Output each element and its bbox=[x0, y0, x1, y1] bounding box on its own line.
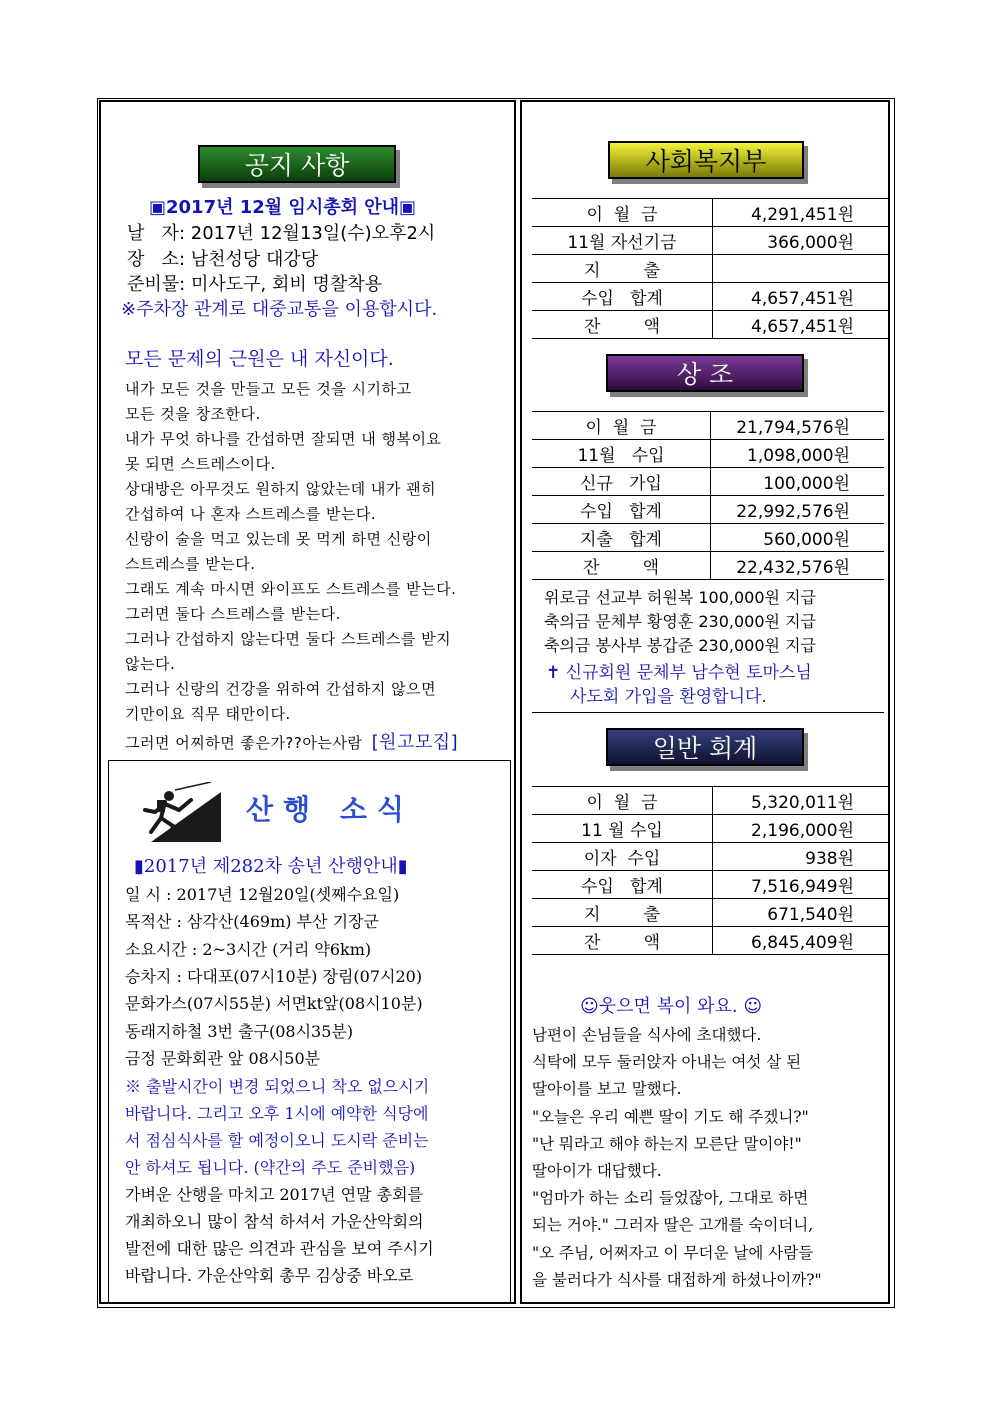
welfare-table bbox=[532, 198, 888, 339]
row-label: 수입 합계 bbox=[532, 283, 713, 311]
row-label: 잔 액 bbox=[532, 552, 711, 580]
essay-line: 모든 것을 창조한다. bbox=[125, 405, 261, 423]
row-label: 이자 수입 bbox=[532, 843, 713, 871]
section-divider bbox=[532, 712, 884, 713]
essay-line: 내가 모든 것을 만들고 모든 것을 시기하고 bbox=[125, 380, 412, 398]
table-row bbox=[532, 496, 884, 524]
essay-last-text: 그러면 어찌하면 좋은가??아는사람 bbox=[125, 734, 363, 752]
row-value: 7,516,949원 bbox=[713, 871, 889, 899]
essay-title: 모든 문제의 근원은 내 자신이다. bbox=[125, 348, 394, 370]
essay-line: 기만이요 직무 태만이다. bbox=[125, 705, 291, 723]
row-label: 지 출 bbox=[532, 899, 713, 927]
notice-date-label: 날 자 bbox=[127, 223, 179, 244]
hiking-notice-line: 바랍니다. 그리고 오후 1시에 예약한 식당에 bbox=[125, 1104, 429, 1123]
table-row bbox=[532, 815, 888, 843]
welcome-line-1: ✝ 신규회원 문체부 남수현 토마스님 bbox=[546, 663, 812, 683]
table-row bbox=[532, 255, 888, 283]
mutual-note: 축의금 봉사부 봉갑준 230,000원 지급 bbox=[544, 636, 816, 655]
hiking-closing-line: 바랍니다. 가운산악회 총무 김상중 바오로 bbox=[125, 1266, 414, 1285]
row-label: 잔 액 bbox=[532, 311, 713, 339]
row-value: 366,000원 bbox=[713, 227, 889, 255]
humor-line: "오늘은 우리 예쁜 딸이 기도 해 주겠니?" bbox=[532, 1107, 809, 1126]
row-label: 수입 합계 bbox=[532, 871, 713, 899]
table-row bbox=[532, 199, 888, 227]
table-row bbox=[532, 524, 884, 552]
essay-line: 않는다. bbox=[125, 655, 176, 673]
humor-title: ☺웃으면 복이 와요. ☺ bbox=[580, 996, 763, 1017]
climber-icon bbox=[131, 782, 221, 842]
hiking-line: 문화가스(07시55분) 서면kt앞(08시10분) bbox=[125, 994, 423, 1014]
table-row bbox=[532, 843, 888, 871]
humor-line: "엄마가 하는 소리 들었잖아, 그대로 하면 bbox=[532, 1189, 809, 1208]
row-value: 4,291,451원 bbox=[713, 199, 889, 227]
notice-parking: ※주차장 관계로 대중교통을 이용합시다. bbox=[121, 299, 438, 320]
row-label: 11월 수입 bbox=[532, 440, 711, 468]
row-label: 지출 합계 bbox=[532, 524, 711, 552]
hiking-closing-line: 발전에 대한 많은 의견과 관심을 보여 주시기 bbox=[125, 1239, 434, 1258]
notice-place-label: 장 소 bbox=[127, 249, 179, 270]
table-row bbox=[532, 311, 888, 339]
row-value: 6,845,409원 bbox=[713, 927, 889, 955]
row-label: 지 출 bbox=[532, 255, 713, 283]
row-value: 4,657,451원 bbox=[713, 311, 889, 339]
essay-last-line bbox=[125, 728, 458, 754]
notice-place-value: : 남천성당 대강당 bbox=[178, 249, 319, 270]
hiking-line: 소요시간 : 2~3시간 (거리 약6km) bbox=[125, 939, 372, 959]
table-row bbox=[532, 787, 888, 815]
humor-line: 딸아이를 보고 말했다. bbox=[532, 1080, 682, 1099]
welfare-banner: 사회복지부 bbox=[608, 141, 804, 179]
row-value: 22,432,576원 bbox=[711, 552, 885, 580]
table-row bbox=[532, 227, 888, 255]
table-row bbox=[532, 552, 884, 580]
humor-line: "난 뭐라고 해야 하는지 모른단 말이야!" bbox=[532, 1134, 802, 1153]
humor-line: 을 불러다가 식사를 대접하게 하셨나이까?" bbox=[532, 1270, 822, 1289]
essay-line: 상대방은 아무것도 원하지 않았는데 내가 괜히 bbox=[125, 480, 437, 498]
essay-line: 못 되면 스트레스이다. bbox=[125, 455, 276, 473]
hiking-notice-line: ※ 출발시간이 변경 되었으니 착오 없으시기 bbox=[125, 1077, 430, 1096]
table-row bbox=[532, 927, 888, 955]
hiking-notice-line: 안 하셔도 됩니다. (약간의 주도 준비했음) bbox=[125, 1158, 416, 1177]
row-label: 신규 가입 bbox=[532, 468, 711, 496]
row-value: 100,000원 bbox=[711, 468, 885, 496]
row-label: 이 월 금 bbox=[532, 199, 713, 227]
humor-line: 되는 거야." 그러자 딸은 고개를 숙이더니, bbox=[532, 1216, 814, 1235]
row-value: 2,196,000원 bbox=[713, 815, 889, 843]
table-row bbox=[532, 871, 888, 899]
hiking-line: 승차지 : 다대포(07시10분) 장림(07시20) bbox=[125, 966, 423, 986]
notice-heading: ▣2017년 12월 임시총회 안내▣ bbox=[149, 197, 417, 218]
table-row bbox=[532, 412, 884, 440]
row-value: 22,992,576원 bbox=[711, 496, 885, 524]
table-row bbox=[532, 283, 888, 311]
table-row bbox=[532, 468, 884, 496]
hiking-banner: 산행 소식 bbox=[246, 793, 414, 826]
essay-line: 스트레스를 받는다. bbox=[125, 555, 256, 573]
mutual-table bbox=[532, 411, 884, 580]
hiking-line: 일 시 : 2017년 12월20일(셋째수요일) bbox=[125, 885, 400, 904]
hiking-heading: ▮2017년 제282차 송년 산행안내▮ bbox=[134, 856, 408, 877]
left-column bbox=[99, 100, 516, 1304]
hiking-line: 동래지하철 3번 출구(08시35분) bbox=[125, 1021, 354, 1041]
notice-date-value: : 2017년 12월13일(수)오후2시 bbox=[178, 223, 436, 244]
row-label: 이 월 금 bbox=[532, 412, 711, 440]
general-banner: 일반 회계 bbox=[606, 728, 804, 766]
notice-banner: 공지 사항 bbox=[198, 145, 396, 183]
hiking-closing-line: 개최하오니 많이 참석 하셔서 가운산악회의 bbox=[125, 1212, 424, 1231]
row-value: 671,540원 bbox=[713, 899, 889, 927]
notice-place bbox=[127, 248, 318, 272]
row-value: 560,000원 bbox=[711, 524, 885, 552]
row-value: 938원 bbox=[713, 843, 889, 871]
notice-date bbox=[127, 222, 435, 246]
humor-line: 식탁에 모두 둘러앉자 아내는 여섯 살 된 bbox=[532, 1053, 802, 1072]
welcome-line-2: 사도회 가입을 환영합니다. bbox=[570, 687, 767, 707]
essay-line: 그러나 간섭하지 않는다면 둘다 스트레스를 받지 bbox=[125, 630, 452, 648]
recruit-label: [원고모집] bbox=[371, 732, 459, 753]
humor-line: 딸아이가 대답했다. bbox=[532, 1162, 662, 1180]
row-value: 4,657,451원 bbox=[713, 283, 889, 311]
essay-line: 내가 무엇 하나를 간섭하면 잘되면 내 행복이요 bbox=[125, 430, 442, 448]
row-label: 잔 액 bbox=[532, 927, 713, 955]
row-value: 21,794,576원 bbox=[711, 412, 885, 440]
essay-line: 그러나 신랑의 건강을 위하여 간섭하지 않으면 bbox=[125, 680, 437, 698]
mutual-note: 위로금 선교부 허원복 100,000원 지급 bbox=[544, 588, 816, 607]
hiking-line: 목적산 : 삼각산(469m) 부산 기장군 bbox=[125, 912, 379, 932]
hiking-line: 금정 문화회관 앞 08시50분 bbox=[125, 1048, 321, 1068]
row-value bbox=[713, 255, 889, 283]
row-label: 수입 합계 bbox=[532, 496, 711, 524]
mutual-banner: 상 조 bbox=[606, 354, 804, 392]
essay-line: 신랑이 술을 먹고 있는데 못 먹게 하면 신랑이 bbox=[125, 530, 432, 548]
essay-line: 간섭하여 나 혼자 스트레스를 받는다. bbox=[125, 505, 377, 523]
humor-line: "오 주님, 어쩌자고 이 무더운 날에 사람들 bbox=[532, 1243, 814, 1262]
row-value: 5,320,011원 bbox=[713, 787, 889, 815]
notice-prep-value: : 미사도구, 회비 명찰착용 bbox=[179, 274, 383, 295]
right-column bbox=[520, 100, 890, 1304]
general-table bbox=[532, 786, 888, 955]
mutual-note: 축의금 문체부 황영훈 230,000원 지급 bbox=[544, 612, 816, 631]
row-value: 1,098,000원 bbox=[711, 440, 885, 468]
hiking-closing-line: 가벼운 산행을 마치고 2017년 연말 총회를 bbox=[125, 1185, 423, 1204]
table-row bbox=[532, 440, 884, 468]
hiking-notice-line: 서 점심식사를 할 예정이오니 도시락 준비는 bbox=[125, 1131, 429, 1150]
essay-line: 그래도 계속 마시면 와이프도 스트레스를 받는다. bbox=[125, 580, 457, 598]
table-row bbox=[532, 899, 888, 927]
notice-prep-label: 준비물 bbox=[127, 274, 180, 295]
essay-line: 그러면 둘다 스트레스를 받는다. bbox=[125, 605, 341, 623]
row-label: 11 월 수입 bbox=[532, 815, 713, 843]
humor-line: 남편이 손님들을 식사에 초대했다. bbox=[532, 1026, 762, 1044]
row-label: 11월 자선기금 bbox=[532, 227, 713, 255]
row-label: 이 월 금 bbox=[532, 787, 713, 815]
notice-prep bbox=[127, 273, 382, 297]
